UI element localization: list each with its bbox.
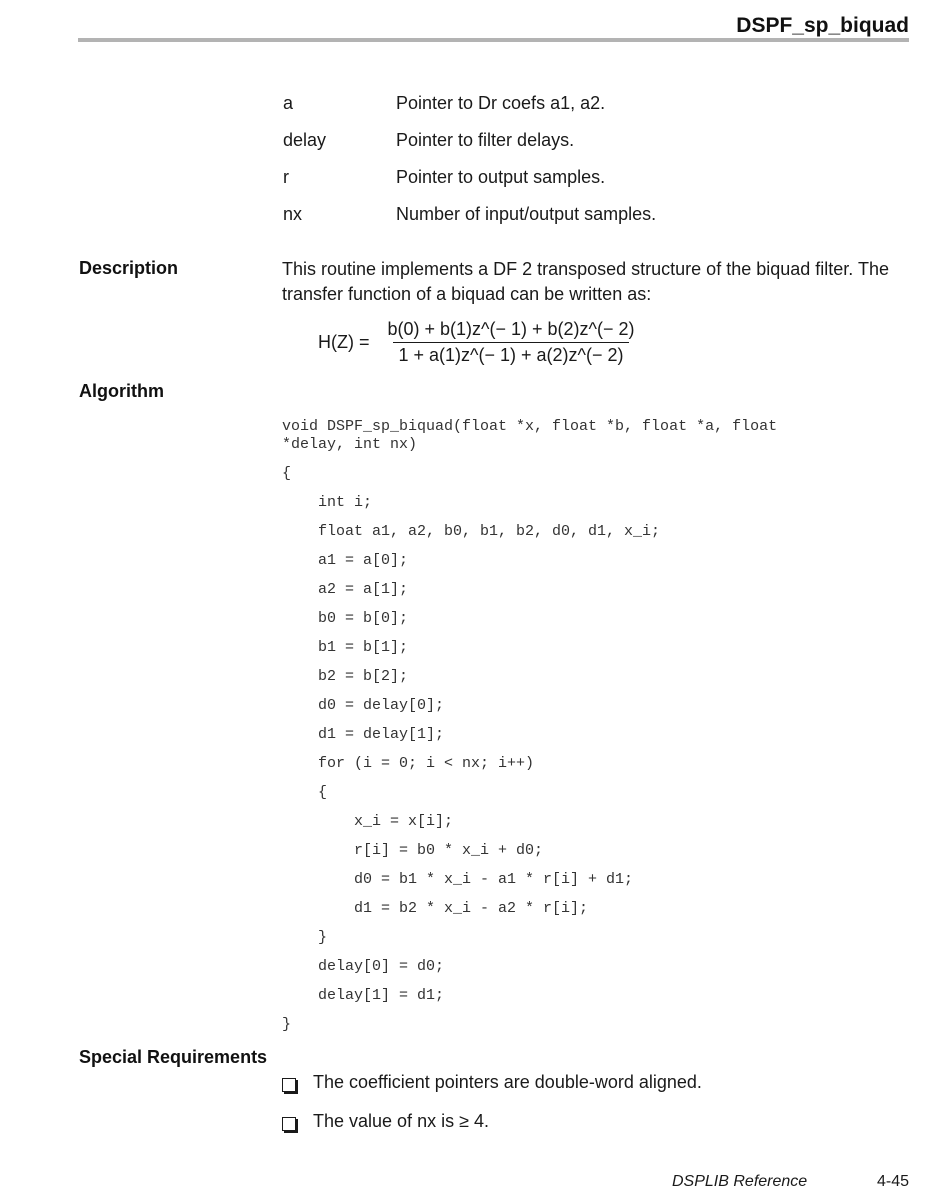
formula-lhs: H(Z) = [318,331,370,352]
transfer-function-formula [318,316,640,368]
code-line: d1 = delay[1]; [282,726,445,743]
code-line: } [282,1016,292,1033]
requirement-item [282,1072,702,1093]
formula-numerator: b(0) + b(1)z^(− 1) + b(2)z^(− 2) [387,318,635,339]
code-line: for (i = 0; i < nx; i++) [282,755,535,772]
code-line: b2 = b[2]; [282,668,409,685]
param-description: Number of input/output samples. [396,204,657,224]
param-description: Pointer to filter delays. [396,130,575,150]
param-name: delay [283,130,327,150]
code-line: } [282,929,328,946]
checkbox-bullet-icon [282,1117,296,1131]
code-line: d1 = b2 * x_i - a2 * r[i]; [282,900,589,917]
code-line: a1 = a[0]; [282,552,409,569]
code-line: r[i] = b0 * x_i + d0; [282,842,544,859]
code-line: delay[1] = d1; [282,987,445,1004]
code-line: int i; [282,494,373,511]
code-line: x_i = x[i]; [282,813,454,830]
description-text: This routine implements a DF 2 transposed structure of the biquad filter. The transfer function of a biquad can be written as: [282,259,889,304]
page-number: 4-45 [876,1173,909,1190]
requirement-text: The value of nx is ≥ 4. [313,1111,489,1131]
code-line: d0 = delay[0]; [282,697,445,714]
code-line: b1 = b[1]; [282,639,409,656]
param-name: a [283,93,294,113]
requirement-item [282,1111,489,1132]
code-line: a2 = a[1]; [282,581,409,598]
param-name: r [283,167,289,187]
requirement-text: The coefficient pointers are double-word aligned. [313,1072,702,1092]
algorithm-heading: Algorithm [79,381,164,401]
formula-fraction [382,319,641,366]
code-line: { [282,465,292,482]
param-name: nx [283,204,303,224]
code-line: d0 = b1 * x_i - a1 * r[i] + d1; [282,871,634,888]
page-title: DSPF_sp_biquad [736,14,909,37]
checkbox-bullet-icon [282,1078,296,1092]
param-description: Pointer to output samples. [396,167,606,187]
param-description: Pointer to Dr coefs a1, a2. [396,93,606,113]
code-line: float a1, a2, b0, b1, b2, d0, d1, x_i; [282,523,661,540]
header-rule [78,38,909,42]
code-line: delay[0] = d0; [282,958,445,975]
special-requirements-heading: Special Requirements [79,1047,268,1067]
code-line: *delay, int nx) [282,436,418,453]
description-heading: Description [79,258,179,278]
footer-reference: DSPLIB Reference [672,1173,808,1190]
formula-denominator: 1 + a(1)z^(− 1) + a(2)z^(− 2) [393,342,630,366]
code-line: { [282,784,328,801]
code-line: void DSPF_sp_biquad(float *x, float *b, float *a, float [282,418,778,435]
code-line: b0 = b[0]; [282,610,409,627]
